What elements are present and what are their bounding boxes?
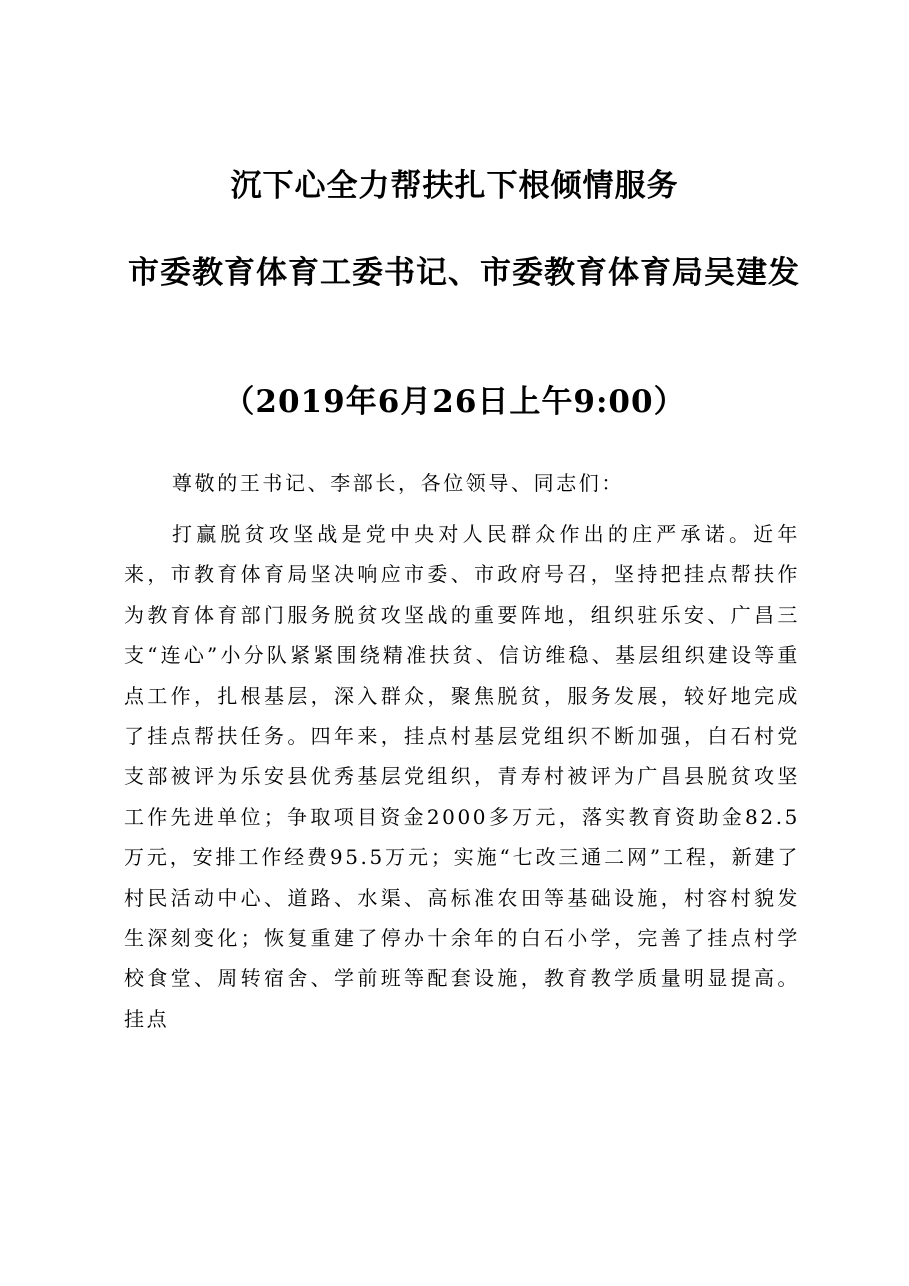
speaker-line: 市委教育体育工委书记、市委教育体育局吴建发 [128, 255, 800, 291]
body-paragraph: 打赢脱贫攻坚战是党中央对人民群众作出的庄严承诺。近年来，市教育体育局坚决响应市委、市政府号召，坚持把挂点帮扶作为教育体育部门服务脱贫攻坚战的重要阵地，组织驻乐安、广昌三支“连心”小分队紧紧围绕精准扶贫、信访维稳、基层组织建设等重点工作，扎根基层，深入群众，聚焦脱贫，服务发展，较好地完成了挂点帮扶任务。四年来，挂点村基层党组织不断加强，白石村党支部被评为乐安县优秀基层党组织，青寿村被评为广昌县脱贫攻坚工作先进单位；争取项目资金2000多万元，落实教育资助金82.5万元，安排工作经费95.5万元；实施“七改三通二网”工程，新建了村民活动中心、道路、水渠、高标准农田等基础设施，村容村貌发生深刻变化；恢复重建了停办十余年的白石小学，完善了挂点村学校食堂、周转宿舍、学前班等配套设施，教育教学质量明显提高。挂点 [124, 522, 800, 1031]
datetime-line: （2019年6月26日上午9:00） [223, 384, 686, 420]
salutation: 尊敬的王书记、李部长，各位领导、同志们： [172, 471, 624, 495]
document-title: 沉下心全力帮扶扎下根倾情服务 [230, 168, 679, 204]
